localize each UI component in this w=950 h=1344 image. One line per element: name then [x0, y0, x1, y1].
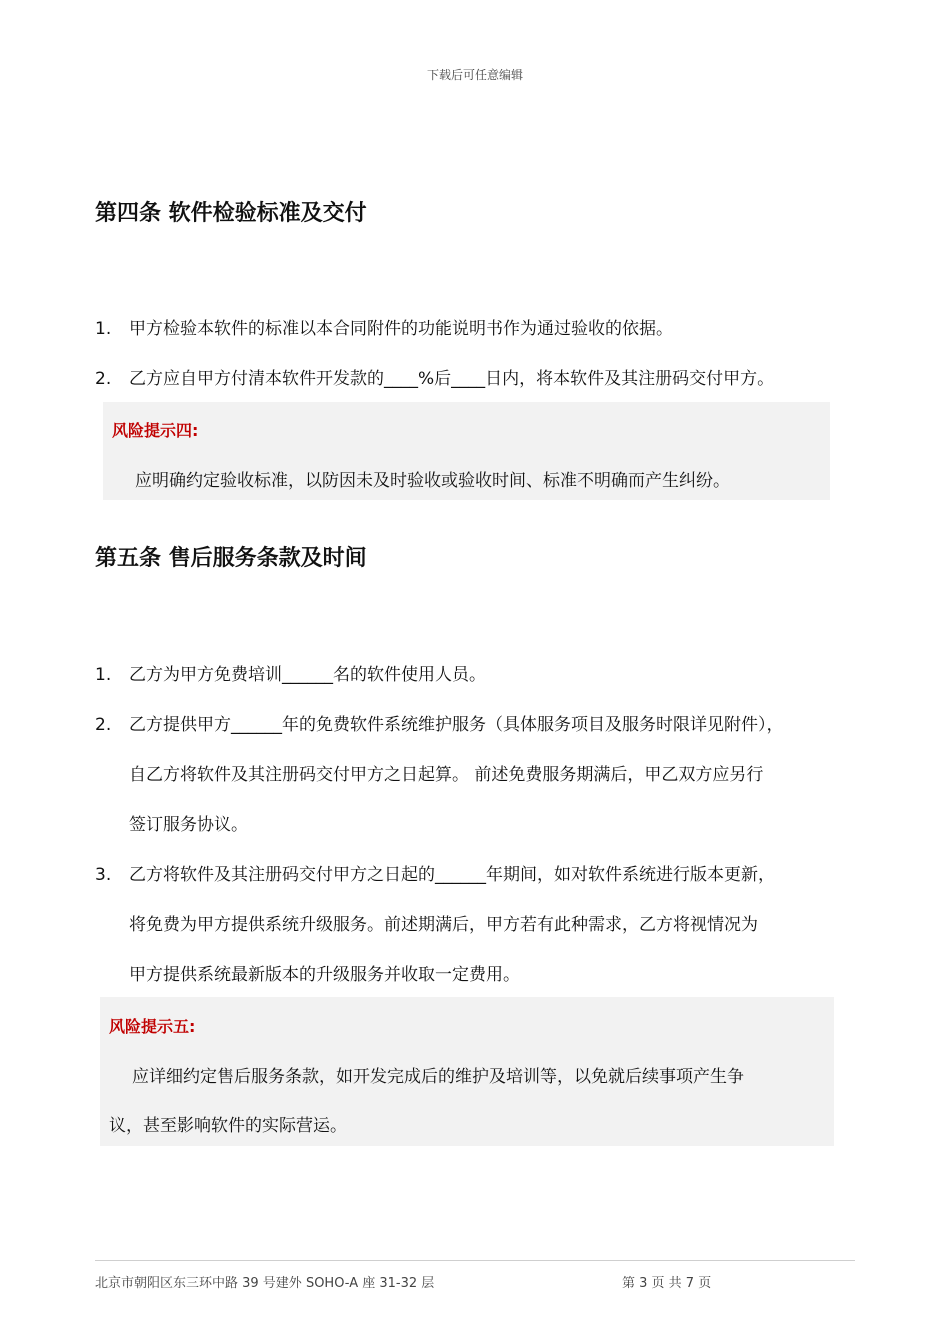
item-number: 2.	[95, 369, 112, 389]
item-text: 甲方检验本软件的标准以本合同附件的功能说明书作为通过验收的依据。	[129, 319, 673, 339]
risk-tip-5-box	[100, 997, 834, 1146]
item-number: 2.	[95, 715, 112, 735]
item-text: 乙方提供甲方______年的免费软件系统维护服务（具体服务项目及服务时限详见附件），	[129, 715, 784, 735]
item-text: 乙方应自甲方付清本软件开发款的____%后____日内，将本软件及其注册码交付甲方。	[129, 369, 775, 389]
item-number: 1.	[95, 319, 112, 339]
item-number: 3.	[95, 865, 112, 885]
risk-tip-4-box	[103, 402, 830, 500]
section-5-item-1	[95, 650, 486, 700]
footer-divider	[95, 1260, 855, 1261]
item-text: 乙方将软件及其注册码交付甲方之日起的______年期间，如对软件系统进行版本更新，	[129, 865, 775, 885]
risk-tip-4-title: 风险提示四:	[112, 421, 199, 440]
risk-tip-5-line-2: 议，甚至影响软件的实际营运。	[109, 1116, 347, 1136]
section-5-item-3	[95, 850, 775, 900]
section-5-title: 第五条 售后服务条款及时间	[95, 546, 367, 571]
footer-address: 北京市朝阳区东三环中路 39 号建外 SOHO-A 座 31-32 层	[95, 1276, 435, 1291]
item-number: 1.	[95, 665, 112, 685]
risk-tip-5-line-1: 应详细约定售后服务条款，如开发完成后的维护及培训等，以免就后续事项产生争	[132, 1067, 744, 1087]
section-5-item-3-line-3: 甲方提供系统最新版本的升级服务并收取一定费用。	[129, 965, 520, 985]
risk-tip-5-title: 风险提示五:	[109, 1017, 196, 1036]
footer-page-number: 第 3 页 共 7 页	[622, 1276, 712, 1291]
section-4-item-1	[95, 304, 673, 354]
section-4-title: 第四条 软件检验标准及交付	[95, 201, 367, 226]
section-4-item-2	[95, 354, 774, 404]
section-5-item-2-line-3: 签订服务协议。	[129, 815, 248, 835]
section-5-item-3-line-2: 将免费为甲方提供系统升级服务。前述期满后，甲方若有此种需求，乙方将视情况为	[129, 915, 758, 935]
risk-tip-4-text: 应明确约定验收标准，以防因未及时验收或验收时间、标准不明确而产生纠纷。	[135, 471, 730, 491]
header-note: 下载后可任意编辑	[426, 68, 523, 82]
item-text: 乙方为甲方免费培训______名的软件使用人员。	[129, 665, 486, 685]
section-5-item-2	[95, 700, 784, 750]
section-5-item-2-line-2: 自乙方将软件及其注册码交付甲方之日起算。 前述免费服务期满后，甲乙双方应另行	[129, 765, 764, 785]
